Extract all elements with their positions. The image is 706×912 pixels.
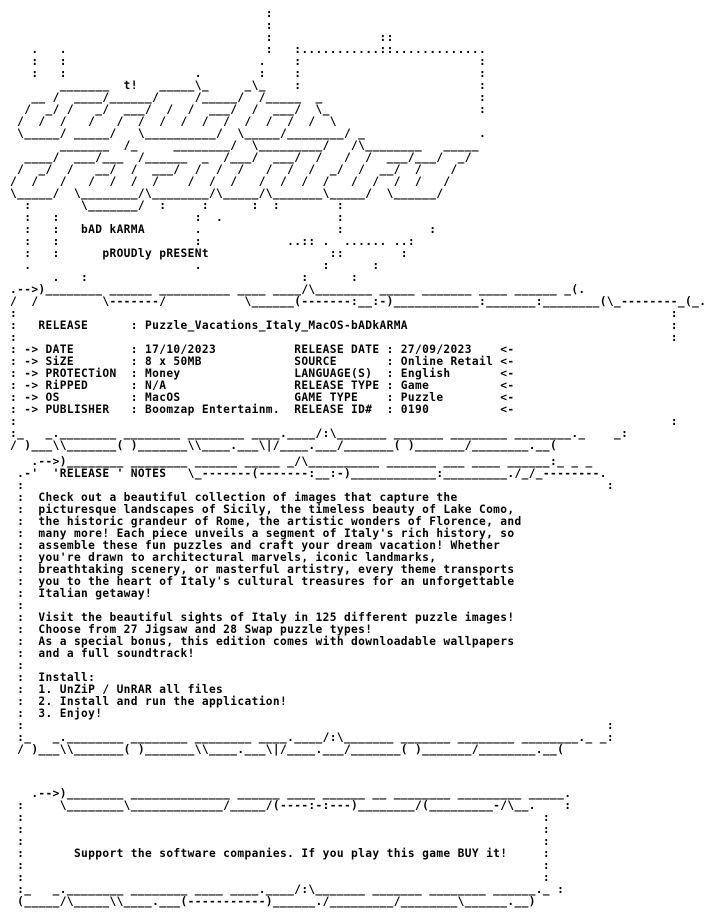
release-info-box: .-->)________ ______ __________ ____ ____/\________ _____ _______ ____ ______ _(. / / \-------/ \______(-------:__:-)____________:_______:________(\_--------_(_. : : : RELEASE : Puzzle_Vacations_Italy_MacOS-bADkARMA : : : : -> DATE : 17/10/2023 RELEASE DATE : 27/09/2023 <- : -> SiZE : 8 x 50MB SOURCE : Online Retail <- : -> PROTECTiON : Money LANGUAGE(S) : English <- : -> RiPPED : N/A RELEASE TYPE : Game <- : -> OS : MacOS GAME TYPE : Puzzle <- : -> PUBLISHER : Boomzap Entertainm. RELEASE ID# : 0190 <- : : :_ _.________ ________ ________ ____.____/:\_______ _______ ________ ________._ _: / )___\\_______( )_______\\____.___\|/____.___/_______( )_______/________.__( <box>10 283 706 452</box>
support-footer-box: .-->)________ ______________ ______ ____ ______ __ ________ _________ _____. : \________\_____________/_____/(----:-:---)________/(_________-/\__. : : : : : : : : Support the software companies. If you play this game BUY it! : : : : : :_ _.________ ________ ____ ____.____/:\_______ _______ ________ ______._ : (_____/\_____\\____.___(-----------)______./_________/________\______.__) <box>17 787 572 908</box>
group-logo-ascii-art: : : : :: . . : :...........::............. : : . : : : : . : : : _______ t! _____\_ _\_ : : __ / ____/______/ /_____/ /_____ _ : / _/ / _/ ___/ / / ___/ / ___/ \_ : / / / / / / / / / / / / / / \ \_____/ _____/ \__________/ \_____/________/ _ . _______ /_ ________/ \_________/ /\________ _____ ____/ ___/___ /______ _ /___/ ___/ / / / ___/___/ _/ / _/ / __/ / ___/ / / / / / / _/ / __/ / / / / / / / / / / / / / / / / / / / / / \_____/ \________/\________/\_____/\_______\_____/ \______/ : \_______/ : : : : : : : : . : : : bAD kARMA . : : : : : ..:: . ...... ..: : : pROUDly pRESENt :: : . . : : . : : : <box>10 7 487 284</box>
release-notes-box: .-->)________ ________ ______ _____ _/\__________ _______ ___ ____ ______:_ _ _ .-' 'RELEASE ' NOTES \_-------(-------:__:-)____________:_________./_/_--------. : : : Check out a beautiful collection of images that capture the : picturesque landscapes of Sicily, the timeless beauty of Lake Como, : the historic grandeur of Rome, the artistic wonders of Florence, and : many more! Each piece unveils a segment of Italy's rich history, so : assemble these fun puzzles and craft your dream vacation! Whether : you're drawn to architectural marvels, iconic landmarks, : breathtaking scenery, or masterful artistry, every theme transports : you to the heart of Italy's cultural treasures for an unforgettable : Italian getaway! : : Visit the beautiful sights of Italy in 125 different puzzle images! : Choose from 27 Jigsaw and 28 Swap puzzle types! : As a special bonus, this edition comes with downloadable wallpapers : and a full soundtrack! : : Install: : 1. UnZiP / UnRAR all files : 2. Install and run the application! : 3. Enjoy! : : :_ _.________ ________ ________ ____.____/:\_______ _______ ________ ________._ _: / )___\\_______( )_______\\____.___\|/____.___/_______( )_______/________.__( <box>17 455 614 756</box>
